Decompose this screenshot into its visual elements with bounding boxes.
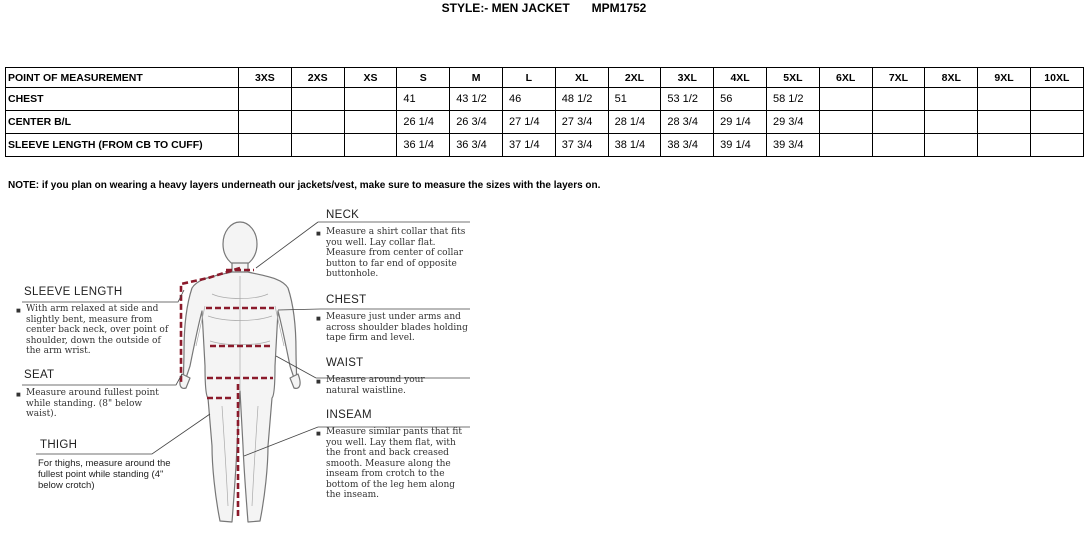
table-cell: 51 [608,88,661,111]
column-header: 9XL [978,68,1031,88]
column-header: 2XL [608,68,661,88]
column-header: 3XS [239,68,292,88]
table-cell [872,88,925,111]
table-cell: 36 1/4 [397,134,450,157]
bullet-icon: ■ [16,390,21,399]
table-cell: 27 3/4 [555,111,608,134]
table-cell: 26 3/4 [450,111,503,134]
style-label: STYLE:- MEN JACKET [441,1,570,15]
bullet-icon: ■ [316,229,321,238]
chest-heading: CHEST [326,294,367,306]
column-header: POINT OF MEASUREMENT [6,68,239,88]
bullet-icon: ■ [16,306,21,315]
thigh-description: For thighs, measure around the fullest point while standing (4" below crotch) [38,458,171,491]
table-cell [344,134,397,157]
table-cell: 27 1/4 [502,111,555,134]
table-cell: 28 3/4 [661,111,714,134]
table-cell [1030,88,1083,111]
column-header: XS [344,68,397,88]
table-cell [1030,111,1083,134]
row-label: CENTER B/L [6,111,239,134]
table-cell: 41 [397,88,450,111]
table-cell [978,111,1031,134]
table-cell [239,88,292,111]
row-label: SLEEVE LENGTH (FROM CB TO CUFF) [6,134,239,157]
neck-heading: NECK [326,209,360,221]
table-row [6,88,1084,111]
page-title [0,1,1088,15]
table-cell [291,88,344,111]
table-cell: 37 1/4 [502,134,555,157]
thigh-heading: THIGH [40,439,78,451]
column-header: S [397,68,450,88]
table-cell: 38 1/4 [608,134,661,157]
table-cell: 58 1/2 [766,88,819,111]
seat-heading: SEAT [24,369,55,381]
inseam-description: Measure similar pants that fit you well. Lay them flat, with the front and back creased smooth. Measure along the inseam from crotch to the bottom of the leg hem along the inseam. [326,427,463,500]
table-cell [819,88,872,111]
waist-heading: WAIST [326,357,364,369]
table-cell: 28 1/4 [608,111,661,134]
table-cell: 53 1/2 [661,88,714,111]
column-header: 3XL [661,68,714,88]
layering-note: NOTE: if you plan on wearing a heavy layers underneath our jackets/vest, make sure to measure the sizes with the layers on. [8,180,601,191]
table-row [6,134,1084,157]
table-cell [239,111,292,134]
column-header: XL [555,68,608,88]
inseam-heading: INSEAM [326,409,372,421]
table-cell [819,111,872,134]
table-cell [872,111,925,134]
bullet-icon: ■ [316,314,321,323]
table-cell [978,88,1031,111]
waist-description: Measure around your natural waistline. [326,375,425,396]
table-cell: 29 1/4 [714,111,767,134]
table-cell [925,111,978,134]
bullet-icon: ■ [316,377,321,386]
table-cell [925,134,978,157]
table-cell: 48 1/2 [555,88,608,111]
table-header-row [6,68,1084,88]
column-header: 7XL [872,68,925,88]
seat-description: Measure around fullest point while standing. (8" below waist). [26,388,159,419]
row-label: CHEST [6,88,239,111]
table-cell: 39 3/4 [766,134,819,157]
table-cell [291,111,344,134]
table-cell: 36 3/4 [450,134,503,157]
bullet-icon: ■ [316,429,321,438]
sleeve-length-heading: SLEEVE LENGTH [24,286,123,298]
table-cell: 29 3/4 [766,111,819,134]
table-cell: 26 1/4 [397,111,450,134]
table-cell [344,88,397,111]
table-cell [1030,134,1083,157]
table-cell: 46 [502,88,555,111]
column-header: L [502,68,555,88]
column-header: M [450,68,503,88]
table-cell: 43 1/2 [450,88,503,111]
table-cell [291,134,344,157]
column-header: 8XL [925,68,978,88]
column-header: 10XL [1030,68,1083,88]
column-header: 6XL [819,68,872,88]
table-cell [344,111,397,134]
column-header: 4XL [714,68,767,88]
table-cell [925,88,978,111]
table-cell [978,134,1031,157]
size-table [5,67,1084,157]
neck-description: Measure a shirt collar that fits you well. Lay collar flat. Measure from center of collar button to far end of opposite buttonhole. [326,227,466,279]
measurement-guide [0,206,480,536]
column-header: 5XL [766,68,819,88]
table-cell: 38 3/4 [661,134,714,157]
style-code: MPM1752 [591,1,647,15]
table-cell [872,134,925,157]
table-cell [239,134,292,157]
table-cell [819,134,872,157]
chest-description: Measure just under arms and across shoulder blades holding tape firm and level. [326,312,468,343]
column-header: 2XS [291,68,344,88]
table-row [6,111,1084,134]
table-cell: 39 1/4 [714,134,767,157]
sleeve-length-description: With arm relaxed at side and slightly bent, measure from center back neck, over point of shoulder, down the outside of the arm wrist. [26,304,169,356]
table-cell: 56 [714,88,767,111]
table-cell: 37 3/4 [555,134,608,157]
